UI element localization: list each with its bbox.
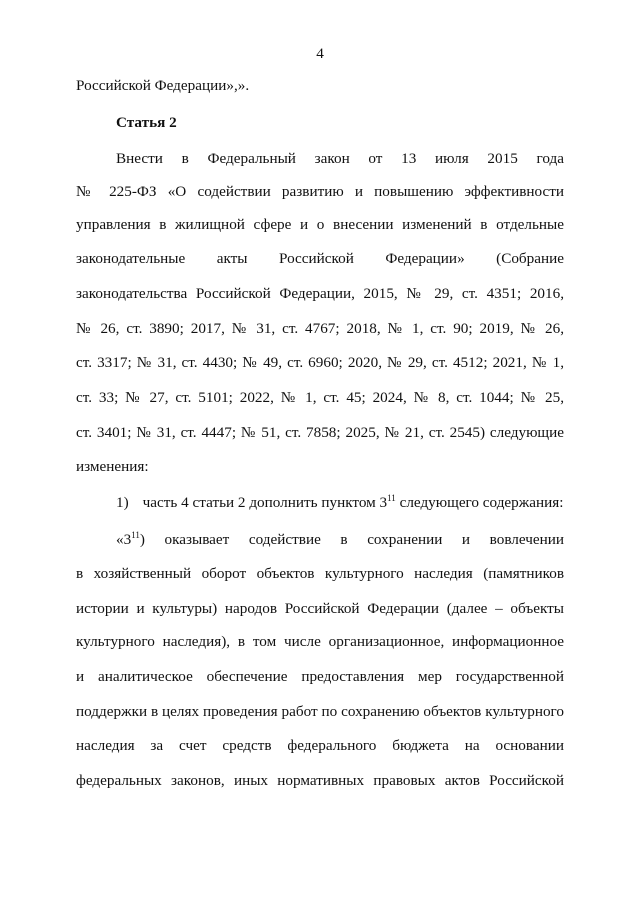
quote-line: культурного наследия), в том числе организационное, информационное xyxy=(76,633,564,650)
article-line: № 26, ст. 3890; 2017, № 31, ст. 4767; 2018, № 1, ст. 90; 2019, № 26, xyxy=(76,320,564,337)
item-text-before: часть 4 статьи 2 дополнить пунктом 3 xyxy=(142,494,388,511)
article-line: ст. 3401; № 31, ст. 4447; № 51, ст. 7858; 2025, № 21, ст. 2545) следующие xyxy=(76,424,564,441)
article-line: Внести в Федеральный закон от 13 июля 2015 года xyxy=(116,150,564,167)
quote-line: в хозяйственный оборот объектов культурного наследия (памятников xyxy=(76,565,564,582)
article-line: управления в жилищной сфере и о внесении изменений в отдельные xyxy=(76,216,564,233)
article-line: ст. 33; № 27, ст. 5101; 2022, № 1, ст. 45; 2024, № 8, ст. 1044; № 25, xyxy=(76,389,564,406)
item-superscript: 11 xyxy=(387,493,396,503)
quote-first-line xyxy=(116,528,564,552)
quote-open: «3 xyxy=(116,531,132,548)
article-line: законодательства Российской Федерации, 2015, № 29, ст. 4351; 2016, xyxy=(76,285,564,302)
article-heading: Статья 2 xyxy=(116,114,177,131)
quote-line: федеральных законов, иных нормативных правовых актов Российской xyxy=(76,772,564,789)
quote-line: наследия за счет средств федерального бюджета на основании xyxy=(76,737,564,754)
amendment-item-1 xyxy=(116,491,564,515)
item-text-after: следующего содержания: xyxy=(395,494,564,511)
item-number: 1) xyxy=(116,494,129,511)
article-line: № 225-ФЗ «О содействии развитию и повышению эффективности xyxy=(76,183,564,200)
quote-first-line-rest: ) оказывает содействие в сохранении и вовлечении xyxy=(139,531,564,548)
quote-line: и аналитическое обеспечение предоставления мер государственной xyxy=(76,668,564,685)
article-line: ст. 3317; № 31, ст. 4430; № 49, ст. 6960; 2020, № 29, ст. 4512; 2021, № 1, xyxy=(76,354,564,371)
quote-line: поддержки в целях проведения работ по сохранению объектов культурного xyxy=(76,703,564,720)
quote-superscript: 11 xyxy=(131,530,140,540)
article-line: законодательные акты Российской Федерации» (Собрание xyxy=(76,250,564,267)
page-number: 4 xyxy=(316,45,324,62)
continuation-line: Российской Федерации»,». xyxy=(76,77,250,94)
quote-line: истории и культуры) народов Российской Федерации (далее – объекты xyxy=(76,600,564,617)
article-line: изменения: xyxy=(76,458,149,475)
